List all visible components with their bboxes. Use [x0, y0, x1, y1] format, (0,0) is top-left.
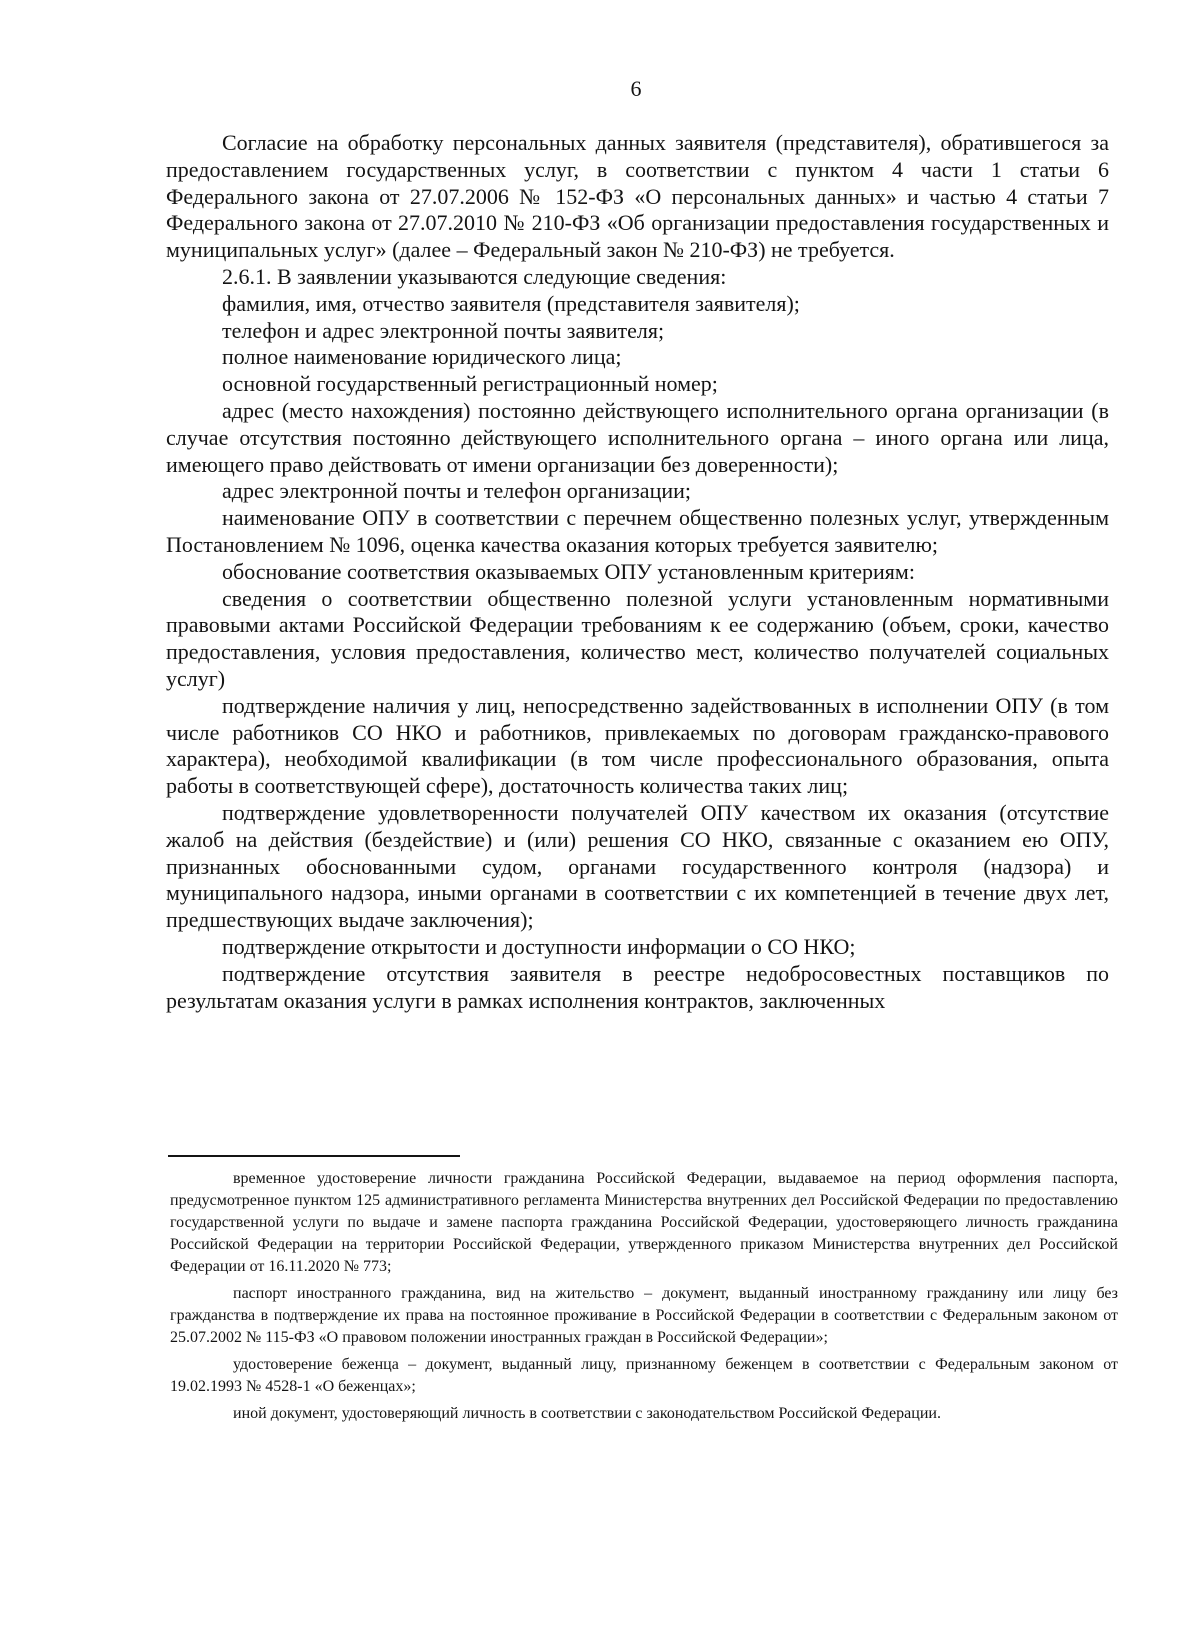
footnotes: [170, 1168, 1118, 1430]
list-item-satisfaction: подтверждение удовлетворенности получателей ОПУ качеством их оказания (отсутствие жалоб на действия (бездействие) и (или) решения СО НКО, связанные с оказанием ею ОПУ, признанных обоснованными судом, органами государственного контроля (надзора) и муниципального надзора, иными органами в соответствии с их компетенцией в течение двух лет, предшествующих выдаче заключения);: [166, 799, 1109, 933]
main-text: [166, 130, 1109, 1014]
list-item-compliance: сведения о соответствии общественно полезной услуги установленным нормативными правовыми актами Российской Федерации требованиям к ее содержанию (объем, сроки, качество предоставления, условия предоставления, количество мест, количество получателей социальных услуг): [166, 585, 1109, 691]
list-item-ogrn: основной государственный регистрационный номер;: [222, 371, 718, 397]
paragraph-2-6-1: 2.6.1. В заявлении указываются следующие сведения:: [222, 263, 727, 289]
footnote-divider: [168, 1155, 460, 1157]
list-item-legal-name: полное наименование юридического лица;: [222, 344, 622, 370]
list-item-criteria: обоснование соответствия оказываемых ОПУ установленным критериям:: [222, 558, 915, 584]
list-item-org-contacts: адрес электронной почты и телефон организации;: [222, 478, 692, 504]
list-item-opu-name: наименование ОПУ в соответствии с перечнем общественно полезных услуг, утвержденным Постановлением № 1096, оценка качества оказания которых требуется заявителю;: [166, 505, 1109, 557]
list-item-full-name: фамилия, имя, отчество заявителя (представителя заявителя);: [222, 290, 800, 316]
footnote-item: удостоверение беженца – документ, выданный лицу, признанному беженцем в соответствии с Федеральным законом от 19.02.1993 № 4528-1 «О беженцах»;: [170, 1356, 1118, 1395]
footnote-item: иной документ, удостоверяющий личность в соответствии с законодательством Российской Федерации.: [233, 1405, 941, 1422]
list-item-registry: подтверждение отсутствия заявителя в реестре недобросовестных поставщиков по результатам оказания услуги в рамках исполнения контрактов, заключенных: [166, 960, 1109, 1013]
list-item-address: адрес (место нахождения) постоянно действующего исполнительного органа организации (в случае отсутствия постоянно действующего исполнительного органа – иного органа или лица, имеющего право действовать от имени организации без доверенности);: [166, 397, 1109, 477]
footnote-item: временное удостоверение личности гражданина Российской Федерации, выдаваемое на период оформления паспорта, предусмотренное пунктом 125 административного регламента Министерства внутренних дел Российской Федерации по предоставлению государственной услуги по выдаче и замене паспорта гражданина Российской Федерации, удостоверяющего личность гражданина Российской Федерации на территории Российской Федерации, утвержденного приказом Министерства внутренних дел Российской Федерации от 16.11.2020 № 773;: [170, 1170, 1118, 1275]
footnote-item: паспорт иностранного гражданина, вид на жительство – документ, выданный иностранному гражданину или лицу без гражданства в подтверждение их права на постоянное проживание в Российской Федерации в соответствии с Федеральным законом от 25.07.2002 № 115-ФЗ «О правовом положении иностранных граждан в Российской Федерации»;: [170, 1285, 1118, 1346]
paragraph-consent: Согласие на обработку персональных данных заявителя (представителя), обратившегося за предоставлением государственных услуг, в соответствии с пунктом 4 части 1 статьи 6 Федерального закона от 27.07.2006 № 152-ФЗ «О персональных данных» и частью 4 статьи 7 Федерального закона от 27.07.2010 № 210-ФЗ «Об организации предоставления государственных и муниципальных услуг» (далее – Федеральный закон № 210-ФЗ) не требуется.: [166, 130, 1109, 263]
page-number: 6: [630, 76, 642, 101]
list-item-phone-email: телефон и адрес электронной почты заявителя;: [222, 317, 665, 343]
list-item-qualification: подтверждение наличия у лиц, непосредственно задействованных в исполнении ОПУ (в том числе работников СО НКО и работников, привлекаемых по договорам гражданско-правового характера), необходимой квалификации (в том числе профессионального образования, опыта работы в соответствующей сфере), достаточность количества таких лиц;: [166, 692, 1109, 799]
list-item-openness: подтверждение открытости и доступности информации о СО НКО;: [222, 933, 856, 959]
